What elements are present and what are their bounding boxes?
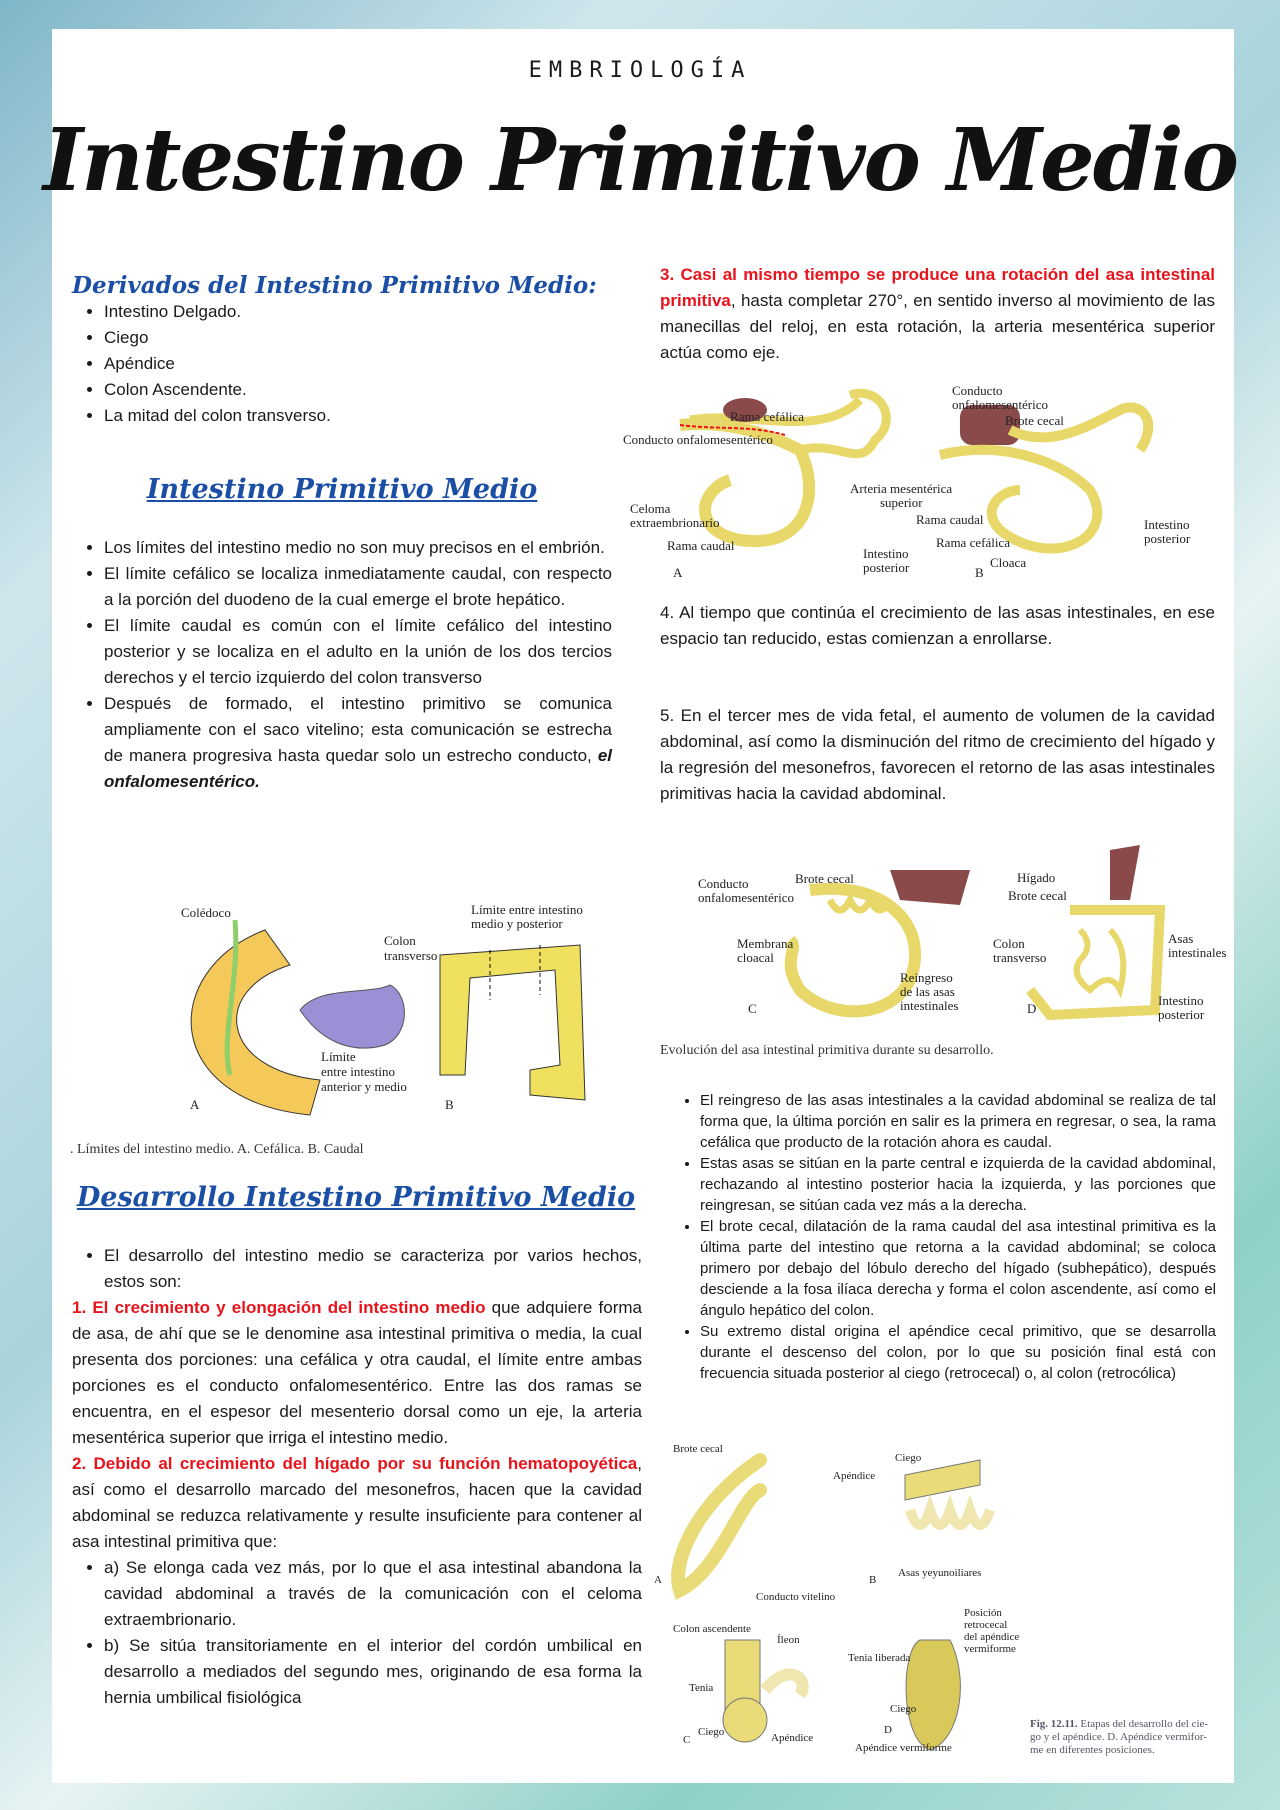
list-item: • a) Se elonga cada vez más, por lo que el asa intestinal abandona la cavidad abdominal a través de la comunicación con el celoma extraembrionario. [104, 1555, 642, 1633]
figure-label: Conducto [952, 383, 1003, 398]
figure-label: Tenia liberada [848, 1652, 911, 1664]
figure-label: Ciego [698, 1726, 725, 1738]
figure-label: intestinales [900, 998, 959, 1013]
list-item: • Apéndice [104, 351, 612, 377]
figure-label: A [654, 1574, 662, 1586]
list-item: • Los límites del intestino medio no son muy precisos en el embrión. [104, 535, 612, 561]
red-emphasis: 3. Casi al mismo tiempo se produce una rotación del asa intestinal primitiva [660, 265, 1215, 310]
figure-label: retrocecal [964, 1619, 1008, 1631]
figure-label: posterior [1158, 1007, 1205, 1022]
paragraph-2 [72, 1451, 642, 1555]
figure-label: Ciego [895, 1452, 922, 1464]
figure-label: Rama cefálica [730, 409, 804, 424]
figure-label: Tenia [689, 1682, 714, 1694]
section1-heading: Intestino Primitivo Medio [146, 474, 538, 505]
figure-label: Rama caudal [916, 512, 984, 527]
figure-label: Colon [384, 933, 416, 948]
red-emphasis: 2. Debido al crecimiento del hígado por su función hematopoyética [72, 1454, 638, 1473]
figure-label: Colon ascendente [673, 1623, 751, 1635]
figure-label: Brote cecal [795, 871, 854, 886]
list-item: • El reingreso de las asas intestinales a la cavidad abdominal se realiza de tal forma que, la última porción en salir es la primera en regresar, o sea, la rama cefálica que producto de la rotación ahora es caudal. [700, 1090, 1216, 1153]
figure-label: del apéndice [964, 1631, 1020, 1643]
figure-label: Apéndice [771, 1732, 814, 1744]
figure-label: Arteria mesentérica [850, 481, 953, 496]
figure-label: Colon [993, 936, 1025, 951]
figure-label: D [884, 1724, 892, 1736]
figure-label: Rama caudal [667, 538, 735, 553]
figure-label: Brote cecal [1008, 888, 1067, 903]
figure-label: Reingreso [900, 970, 953, 985]
figure-label: vermiforme [964, 1643, 1016, 1655]
paragraph-5: 5. En el tercer mes de vida fetal, el aumento de volumen de la cavidad abdominal, así como la disminución del ritmo de crecimiento del hígado y la regresión del mesonefros, favorecen el retorno de las asas intestinales primitivas hacia la cavidad abdominal. [660, 706, 1215, 803]
figure-label: Intestino [863, 546, 909, 561]
list-item: • La mitad del colon transverso. [104, 403, 612, 429]
figure-label: B [869, 1574, 877, 1586]
figure-label: transverso [384, 948, 438, 963]
pancreas-shape [300, 985, 404, 1048]
figure-label: transverso [993, 950, 1047, 965]
figure-label: Rama cefálica [936, 535, 1010, 550]
caption-label: Fig. 12.11. [1030, 1718, 1078, 1730]
list-item: • Estas asas se sitúan en la parte central e izquierda de la cavidad abdominal, rechazando al intestino posterior hacia la izquierda, y las porciones que reingresan, se sitúan cada vez más a la derecha. [700, 1153, 1216, 1216]
figure-label: Conducto onfalomesentérico [623, 432, 773, 447]
paragraph-4: 4. Al tiempo que continúa el crecimiento de las asas intestinales, en ese espacio tan reducido, estas comienzan a enrollarse. [660, 603, 1215, 648]
figure-label: anterior y medio [321, 1079, 407, 1094]
figure-label: A [190, 1097, 200, 1112]
sub-list [72, 1555, 642, 1711]
figure-label: Cloaca [990, 555, 1027, 570]
figure-label: Brote cecal [673, 1443, 723, 1455]
list-item: • b) Se sitúa transitoriamente en el interior del cordón umbilical en desarrollo a mediados del segundo mes, originando de esa forma la hernia umbilical fisiológica [104, 1633, 642, 1711]
figure-label: Intestino [1144, 517, 1190, 532]
figure-label: A [673, 565, 683, 580]
section2-body [72, 1243, 642, 1711]
paragraph-1 [72, 1295, 642, 1451]
figure-caption: Evolución del asa intestinal primitiva durante su desarrollo. [660, 1043, 994, 1058]
paragraph-text: que adquiere forma de asa, de ahí que se le denomine asa intestinal primitiva o media, la cual presenta dos porciones: una cefálica y otra caudal, el límite entre ambas porciones es el conducto onfalomesentérico. Entre las dos ramas se encuentra, en el espesor del mesenterio dorsal como un eje, la arteria mesentérica superior que irriga el intestino medio. [72, 1298, 642, 1447]
figure-label: Colédoco [181, 905, 231, 920]
figure-label: D [1027, 1001, 1037, 1016]
bullet-text: Después de formado, el intestino primitivo se comunica ampliamente con el saco vitelino; esta comunicación se estrecha de manera progresiva hasta quedar solo un estrecho conducto, [104, 694, 612, 765]
figure-label: superior [880, 495, 923, 510]
figure-label: Ciego [890, 1703, 917, 1715]
list-item: • El desarrollo del intestino medio se caracteriza por varios hechos, estos son: [104, 1243, 642, 1295]
paragraph-text: , hasta completar 270°, en sentido inverso al movimiento de las manecillas del reloj, en esta rotación, la arteria mesentérica superior actúa como eje. [660, 291, 1215, 362]
figure-label: cloacal [737, 950, 774, 965]
return-figure [690, 840, 1230, 1030]
figure-label: onfalomesentérico [698, 890, 795, 905]
figure-label: de las asas [900, 984, 955, 999]
red-emphasis: 1. El crecimiento y elongación del intestino medio [72, 1298, 486, 1317]
figure-label: Hígado [1017, 870, 1056, 885]
list-item: • El brote cecal, dilatación de la rama caudal del asa intestinal primitiva es la última parte del intestino que retorna a la cavidad abdominal; se coloca primero por debajo del lóbulo derecho del hígado (subhepático), después desciende a la fosa ilíaca derecha y forma el colon ascendente, así como el ángulo hepático del colon. [700, 1216, 1216, 1321]
derivados-list [72, 299, 612, 429]
figure-label: Intestino [1158, 993, 1204, 1008]
return-list [668, 1090, 1216, 1384]
figure-label: Asas yeyunoiliares [898, 1567, 982, 1579]
caption-text: Etapas del desarrollo del cie-go y el apéndice. D. Apéndice vermifor-me en diferentes posiciones. [1030, 1718, 1209, 1756]
figure-label: onfalomesentérico [952, 397, 1049, 412]
duodenum-shape [191, 930, 320, 1115]
list-item: • Su extremo distal origina el apéndice cecal primitivo, que se desarrolla durante el descenso del colon, por lo que su posición final está con frecuencia situada posterior al ciego (retrocecal) o, al colon (retrocólica) [700, 1321, 1216, 1384]
list-item: • El límite cefálico se localiza inmediatamente caudal, con respecto a la porción del duodeno de la cual emerge el brote hepático. [104, 561, 612, 613]
figure-label: Apéndice vermiforme [855, 1742, 952, 1754]
figure-caption: . Límites del intestino medio. A. Cefálica. B. Caudal [70, 1142, 364, 1157]
figure-label: posterior [863, 560, 910, 575]
figure-label: entre intestino [321, 1064, 396, 1079]
page-title: Intestino Primitivo Medio [43, 110, 1237, 211]
list-item: • Intestino Delgado. [104, 299, 612, 325]
section1-list [72, 535, 612, 795]
figure-label: Íleon [777, 1634, 800, 1646]
figure-label: Límite [321, 1049, 356, 1064]
bullet-emphasis: el onfalomesentérico. [104, 746, 612, 791]
figure-caption [1030, 1718, 1215, 1757]
figure-label: Celoma [630, 501, 671, 516]
derivados-section [72, 272, 612, 429]
section2-intro-list [72, 1243, 642, 1295]
figure-label: B [975, 565, 984, 580]
figure-label: Conducto [698, 876, 749, 891]
page-kicker: EMBRIOLOGÍA [528, 58, 752, 83]
figure-label: Apéndice [833, 1470, 876, 1482]
figure-label: B [445, 1097, 454, 1112]
figure-label: Asas [1168, 931, 1194, 946]
list-item: • El límite caudal es común con el límite cefálico del intestino posterior y se localiza en el adulto en la unión de los dos tercios derechos y el tercio izquierdo del colon transverso [104, 613, 612, 691]
list-item: • Colon Ascendente. [104, 377, 612, 403]
figure-label: Brote cecal [1005, 413, 1064, 428]
figure-label: Posición [964, 1607, 1002, 1619]
paragraph-3 [660, 262, 1215, 366]
figure-label: C [748, 1001, 757, 1016]
list-item [104, 691, 612, 795]
colon-shape [440, 945, 585, 1100]
figure-label: intestinales [1168, 945, 1227, 960]
figure-label: C [683, 1734, 691, 1746]
figure-label: Conducto vitelino [756, 1591, 836, 1603]
list-item: • Ciego [104, 325, 612, 351]
section2-heading: Desarrollo Intestino Primitivo Medio [76, 1182, 636, 1213]
figure-label: extraembrionario [630, 515, 720, 530]
figure-label: Membrana [737, 936, 794, 951]
figure-label: Límite entre intestino [471, 902, 583, 917]
figure-label: posterior [1144, 531, 1191, 546]
derivados-heading: Derivados del Intestino Primitivo Medio: [72, 272, 597, 299]
figure-label: medio y posterior [471, 916, 563, 931]
paragraph-text: , así como el desarrollo marcado del mesonefros, hacen que la cavidad abdominal se reduzca relativamente y resulte insuficiente para contener al asa intestinal primitiva que: [72, 1454, 642, 1551]
cecum-figure [660, 1440, 1030, 1770]
